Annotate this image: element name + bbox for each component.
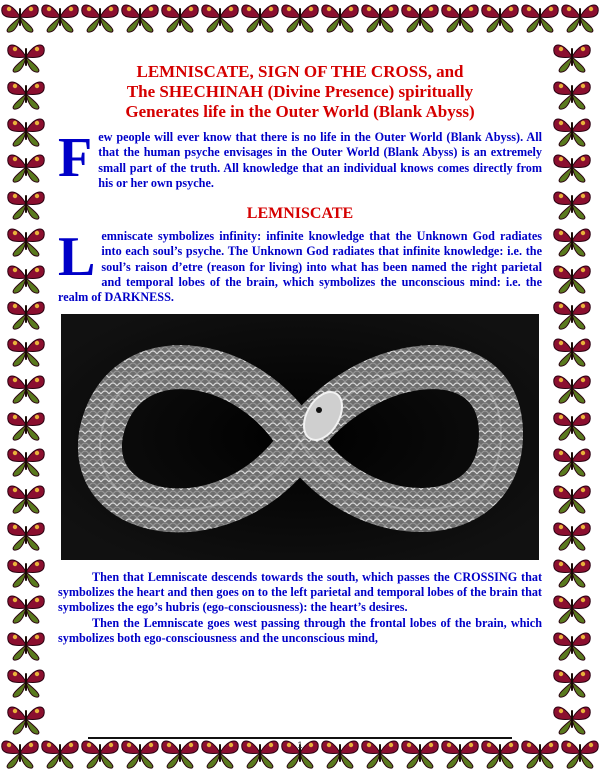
ouroboros-infinity-snake-image — [61, 314, 539, 560]
butterfly-icon — [200, 0, 240, 34]
title-line-3: Generates life in the Outer World (Blank Abyss) — [125, 102, 475, 121]
lemniscate-paragraph — [58, 226, 542, 305]
butterfly-icon — [552, 702, 592, 736]
frontal-lobes-paragraph: Then the Lemniscate goes west passing through the frontal lobes of the brain, which symbolizes both ego-consciousness and the unconscious mind, — [58, 615, 542, 645]
butterfly-icon — [552, 481, 592, 515]
footer-rule — [88, 737, 512, 739]
title-line-1: LEMNISCATE, SIGN OF THE CROSS, and — [136, 62, 464, 81]
butterfly-icon — [80, 0, 120, 34]
butterfly-icon — [240, 0, 280, 34]
butterfly-icon — [6, 187, 46, 221]
butterfly-icon — [6, 481, 46, 515]
butterfly-icon — [552, 150, 592, 184]
lemniscate-text: emniscate symbolizes infinity: infinite knowledge that the Unknown God radiates into each soul’s psyche. The Unknown God radiates that infinite knowledge: i.e. the soul’s raison d’etre (reason for living) into what has been named the right parietal and temporal lobes of the brain, which symbolizes the unconscious mind: i.e. the realm of DARKNESS. — [58, 229, 542, 305]
butterfly-icon — [6, 150, 46, 184]
butterfly-icon — [6, 518, 46, 552]
butterfly-icon — [120, 0, 160, 34]
butterfly-icon — [6, 114, 46, 148]
butterfly-icon — [560, 0, 600, 34]
right-butterfly-border — [552, 40, 598, 736]
butterfly-icon — [480, 0, 520, 34]
butterfly-icon — [552, 224, 592, 258]
butterfly-icon — [0, 0, 40, 34]
butterfly-icon — [6, 261, 46, 295]
lemniscate-dropcap: L — [58, 226, 96, 289]
butterfly-icon — [552, 628, 592, 662]
top-butterfly-border — [0, 0, 600, 42]
butterfly-icon — [552, 261, 592, 295]
left-butterfly-border — [6, 40, 52, 736]
butterfly-icon — [552, 40, 592, 74]
butterfly-icon — [552, 518, 592, 552]
document-title — [58, 62, 542, 122]
butterfly-icon — [6, 371, 46, 405]
butterfly-icon — [6, 224, 46, 258]
butterfly-icon — [320, 0, 360, 34]
butterfly-icon — [6, 408, 46, 442]
butterfly-icon — [552, 187, 592, 221]
butterfly-icon — [160, 0, 200, 34]
butterfly-icon — [440, 0, 480, 34]
butterfly-icon — [6, 702, 46, 736]
butterfly-icon — [280, 0, 320, 34]
butterfly-icon — [552, 408, 592, 442]
title-line-2: The SHECHINAH (Divine Presence) spiritually — [126, 82, 474, 101]
intro-dropcap: F — [58, 127, 93, 189]
page-content — [58, 62, 542, 646]
butterfly-icon — [552, 77, 592, 111]
butterfly-icon — [552, 297, 592, 331]
butterfly-icon — [6, 555, 46, 589]
intro-paragraph — [58, 127, 542, 191]
butterfly-icon — [552, 555, 592, 589]
butterfly-icon — [552, 444, 592, 478]
butterfly-icon — [400, 0, 440, 34]
butterfly-icon — [6, 444, 46, 478]
butterfly-icon — [552, 114, 592, 148]
butterfly-icon — [6, 40, 46, 74]
snake-illustration — [61, 314, 539, 560]
butterfly-icon — [6, 334, 46, 368]
butterfly-icon — [360, 0, 400, 34]
butterfly-icon — [552, 334, 592, 368]
butterfly-icon — [552, 591, 592, 625]
butterfly-icon — [552, 371, 592, 405]
crossing-paragraph: Then that Lemniscate descends towards the south, which passes the CROSSING that symbolizes the heart and then goes on to the left parietal and temporal lobes of the brain that symbolizes the ego’s hubris (ego-consciousness): the heart’s desires. — [58, 569, 542, 615]
page-number: 1 — [297, 740, 303, 750]
butterfly-icon — [6, 628, 46, 662]
butterfly-icon — [552, 665, 592, 699]
butterfly-icon — [520, 0, 560, 34]
section-heading: LEMNISCATE — [246, 205, 354, 223]
butterfly-icon — [6, 665, 46, 699]
butterfly-icon — [40, 0, 80, 34]
butterfly-icon — [6, 591, 46, 625]
butterfly-icon — [6, 77, 46, 111]
butterfly-icon — [6, 297, 46, 331]
intro-text: ew people will ever know that there is no life in the Outer World (Blank Abyss). All that the human psyche envisages in the Outer World (Blank Abyss) is an extremely small part of the truth. All knowledge that an individual knows comes directly from his or her own psyche. — [98, 130, 542, 190]
